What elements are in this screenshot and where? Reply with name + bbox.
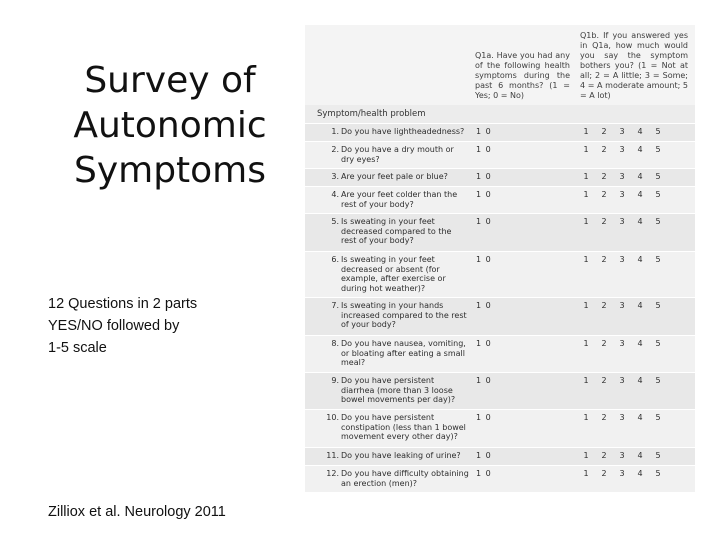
survey-row	[305, 168, 695, 186]
question-number: 10.	[326, 413, 339, 422]
scale-option: 2	[601, 127, 607, 136]
survey-header	[305, 25, 695, 105]
scale-option: 4	[637, 217, 643, 226]
scale-option: 4	[637, 255, 643, 264]
yes-no-options: 1 0	[476, 413, 492, 422]
scale-option: 1	[583, 255, 589, 264]
question-number: 3.	[331, 172, 339, 181]
question-number: 7.	[331, 301, 339, 310]
scale-option: 3	[619, 376, 625, 385]
yes-no-options: 1 0	[476, 145, 492, 154]
column-label: Symptom/health problem	[317, 109, 426, 119]
question-text: Do you have nausea, vomiting, or bloating after eating a small meal?	[341, 339, 466, 367]
scale-option: 1	[583, 190, 589, 199]
survey-row	[305, 447, 695, 465]
scale-option: 2	[601, 469, 607, 478]
question-text: Do you have lightheadedness?	[341, 127, 465, 136]
scale-option: 2	[601, 255, 607, 264]
scale-option: 3	[619, 301, 625, 310]
rating-scale	[582, 469, 662, 479]
scale-option: 5	[655, 255, 661, 264]
scale-option: 5	[655, 413, 661, 422]
question-text: Do you have persistent diarrhea (more than 3 loose bowel movements per day)?	[341, 376, 456, 404]
scale-option: 4	[637, 190, 643, 199]
rating-scale	[582, 339, 662, 349]
yes-no-options: 1 0	[476, 376, 492, 385]
notes-line: 1-5 scale	[48, 340, 107, 356]
question-number: 2.	[331, 145, 339, 154]
scale-option: 3	[619, 469, 625, 478]
scale-option: 1	[583, 301, 589, 310]
scale-option: 4	[637, 301, 643, 310]
scale-option: 4	[637, 339, 643, 348]
scale-option: 3	[619, 145, 625, 154]
q1a-header: Q1a. Have you had any of the following health symptoms during the past 6 months? (1 = Yes; 0 = No)	[475, 51, 570, 100]
scale-option: 2	[601, 217, 607, 226]
rating-scale	[582, 451, 662, 461]
scale-option: 1	[583, 172, 589, 181]
scale-option: 5	[655, 217, 661, 226]
yes-no-options: 1 0	[476, 190, 492, 199]
q1b-header: Q1b. If you answered yes in Q1a, how much would you say the symptom bothers you? (1 = Not at all; 2 = A little; 3 = Some; 4 = A moderate amount; 5 = A lot)	[580, 31, 688, 100]
scale-option: 4	[637, 469, 643, 478]
rating-scale	[582, 172, 662, 182]
slide-title	[40, 58, 300, 193]
rating-scale	[582, 413, 662, 423]
survey-row	[305, 297, 695, 335]
scale-option: 5	[655, 339, 661, 348]
scale-option: 5	[655, 190, 661, 199]
scale-option: 5	[655, 376, 661, 385]
question-number: 9.	[331, 376, 339, 385]
scale-option: 2	[601, 172, 607, 181]
question-number: 5.	[331, 217, 339, 226]
scale-option: 2	[601, 451, 607, 460]
scale-option: 3	[619, 451, 625, 460]
question-text: Are your feet colder than the rest of your body?	[341, 190, 458, 209]
survey-row	[305, 123, 695, 141]
survey-rows	[305, 123, 695, 492]
survey-row	[305, 141, 695, 168]
rating-scale	[582, 301, 662, 311]
scale-option: 2	[601, 190, 607, 199]
scale-option: 3	[619, 190, 625, 199]
survey-row	[305, 372, 695, 409]
title-line: Symptoms	[73, 150, 267, 191]
rating-scale	[582, 255, 662, 265]
rating-scale	[582, 190, 662, 200]
scale-option: 1	[583, 217, 589, 226]
notes-line: 12 Questions in 2 parts	[48, 296, 198, 312]
scale-option: 3	[619, 127, 625, 136]
scale-option: 1	[583, 413, 589, 422]
question-text: Is sweating in your feet decreased or absent (for example, after exercise or during hot weather)?	[341, 255, 446, 293]
survey-row	[305, 335, 695, 372]
question-text: Do you have difficulty obtaining an erection (men)?	[341, 469, 469, 488]
question-number: 1.	[331, 127, 339, 136]
survey-row	[305, 409, 695, 447]
survey-row	[305, 186, 695, 213]
yes-no-options: 1 0	[476, 127, 492, 136]
scale-option: 5	[655, 127, 661, 136]
scale-option: 4	[637, 451, 643, 460]
question-number: 4.	[331, 190, 339, 199]
scale-option: 5	[655, 145, 661, 154]
scale-option: 1	[583, 451, 589, 460]
scale-option: 1	[583, 376, 589, 385]
question-number: 6.	[331, 255, 339, 264]
rating-scale	[582, 127, 662, 137]
survey-figure	[305, 25, 695, 492]
yes-no-options: 1 0	[476, 255, 492, 264]
scale-option: 3	[619, 172, 625, 181]
yes-no-options: 1 0	[476, 217, 492, 226]
yes-no-options: 1 0	[476, 451, 492, 460]
question-text: Are your feet pale or blue?	[341, 172, 448, 181]
scale-option: 5	[655, 172, 661, 181]
question-text: Do you have a dry mouth or dry eyes?	[341, 145, 454, 164]
scale-option: 2	[601, 339, 607, 348]
scale-option: 3	[619, 217, 625, 226]
slide-notes	[48, 293, 268, 359]
scale-option: 2	[601, 145, 607, 154]
scale-option: 4	[637, 413, 643, 422]
scale-option: 2	[601, 376, 607, 385]
rating-scale	[582, 376, 662, 386]
title-line: Survey of	[84, 60, 256, 101]
scale-option: 1	[583, 127, 589, 136]
question-text: Do you have leaking of urine?	[341, 451, 461, 460]
survey-row	[305, 465, 695, 492]
scale-option: 1	[583, 339, 589, 348]
question-number: 8.	[331, 339, 339, 348]
rating-scale	[582, 217, 662, 227]
scale-option: 5	[655, 469, 661, 478]
scale-option: 4	[637, 127, 643, 136]
scale-option: 5	[655, 451, 661, 460]
scale-option: 3	[619, 255, 625, 264]
question-text: Is sweating in your feet decreased compared to the rest of your body?	[341, 217, 452, 245]
yes-no-options: 1 0	[476, 172, 492, 181]
yes-no-options: 1 0	[476, 301, 492, 310]
scale-option: 3	[619, 413, 625, 422]
yes-no-options: 1 0	[476, 339, 492, 348]
survey-row	[305, 251, 695, 297]
scale-option: 5	[655, 301, 661, 310]
scale-option: 3	[619, 339, 625, 348]
scale-option: 4	[637, 145, 643, 154]
yes-no-options: 1 0	[476, 469, 492, 478]
rating-scale	[582, 145, 662, 155]
scale-option: 1	[583, 469, 589, 478]
scale-option: 1	[583, 145, 589, 154]
question-number: 11.	[326, 451, 339, 460]
title-line: Autonomic	[73, 105, 267, 146]
scale-option: 2	[601, 301, 607, 310]
survey-row	[305, 213, 695, 251]
citation: Zilliox et al. Neurology 2011	[48, 504, 226, 520]
question-text: Is sweating in your hands increased compared to the rest of your body?	[341, 301, 467, 329]
question-number: 12.	[326, 469, 339, 478]
scale-option: 2	[601, 413, 607, 422]
scale-option: 4	[637, 172, 643, 181]
question-text: Do you have persistent constipation (less than 1 bowel movement every other day)?	[341, 413, 466, 441]
scale-option: 4	[637, 376, 643, 385]
notes-line: YES/NO followed by	[48, 318, 180, 334]
